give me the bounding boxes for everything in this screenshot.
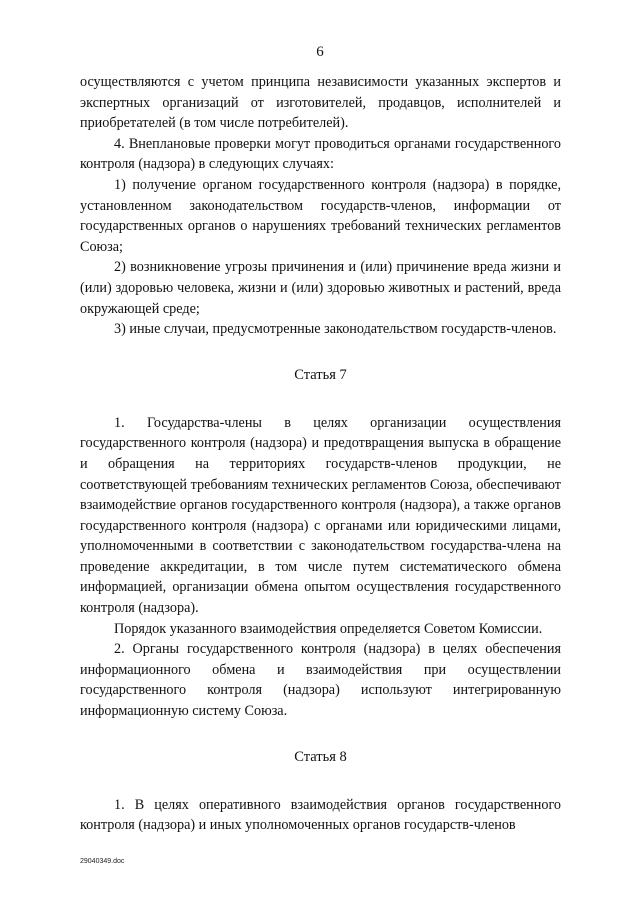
document-body (80, 72, 561, 836)
article-7-paragraph-1: 1. Государства-члены в целях организации осуществления государственного контроля (надзора) и предотвращения выпуска в обращение и обращения на территориях государств-членов продукции, не соответствующей требованиям технических регламентов Союза, обеспечивают взаимодействие органов государственного контроля (надзора), а также органов государственного контроля (надзора) с органами или юридическими лицами, уполномоченными в соответствии с законодательством государства-члена на проведение аккредитации, в том числе путем систематического обмена информацией, организации обмена опытом осуществления государственного контроля (надзора). (80, 414, 561, 617)
article-7-paragraph-order: Порядок указанного взаимодействия определяется Советом Комиссии. (114, 620, 543, 637)
article-8-heading: Статья 8 (294, 748, 347, 765)
list-item-2: 2) возникновение угрозы причинения и (или) причинение вреда жизни и (или) здоровью человека, жизни и (или) здоровью животных и растений, вреда окружающей среде; (80, 259, 561, 317)
paragraph-continuation: осуществляются с учетом принципа независимости указанных экспертов и экспертных организаций от изготовителей, продавцов, исполнителей и приобретателей (в том числе потребителей). (80, 74, 561, 132)
page-number: 6 (316, 44, 324, 60)
article-8-paragraph-1: 1. В целях оперативного взаимодействия органов государственного контроля (надзора) и иных уполномоченных органов государств-членов (80, 796, 561, 834)
footer-filename: 29040349.doc (80, 858, 125, 865)
article-7-paragraph-2: 2. Органы государственного контроля (надзора) в целях обеспечения информационного обмена и взаимодействия при осуществлении государственного контроля (надзора) используют интегрированную информационную систему Союза. (80, 641, 561, 720)
article-7-heading: Статья 7 (294, 366, 347, 383)
list-item-3: 3) иные случаи, предусмотренные законодательством государств-членов. (114, 321, 557, 338)
paragraph-item-4: 4. Внеплановые проверки могут проводиться органами государственного контроля (надзора) в следующих случаях: (80, 135, 561, 173)
list-item-1: 1) получение органом государственного контроля (надзора) в порядке, установленном законодательством государств-членов, информации от государственных органов о нарушениях требований технических регламентов Союза; (80, 176, 561, 255)
